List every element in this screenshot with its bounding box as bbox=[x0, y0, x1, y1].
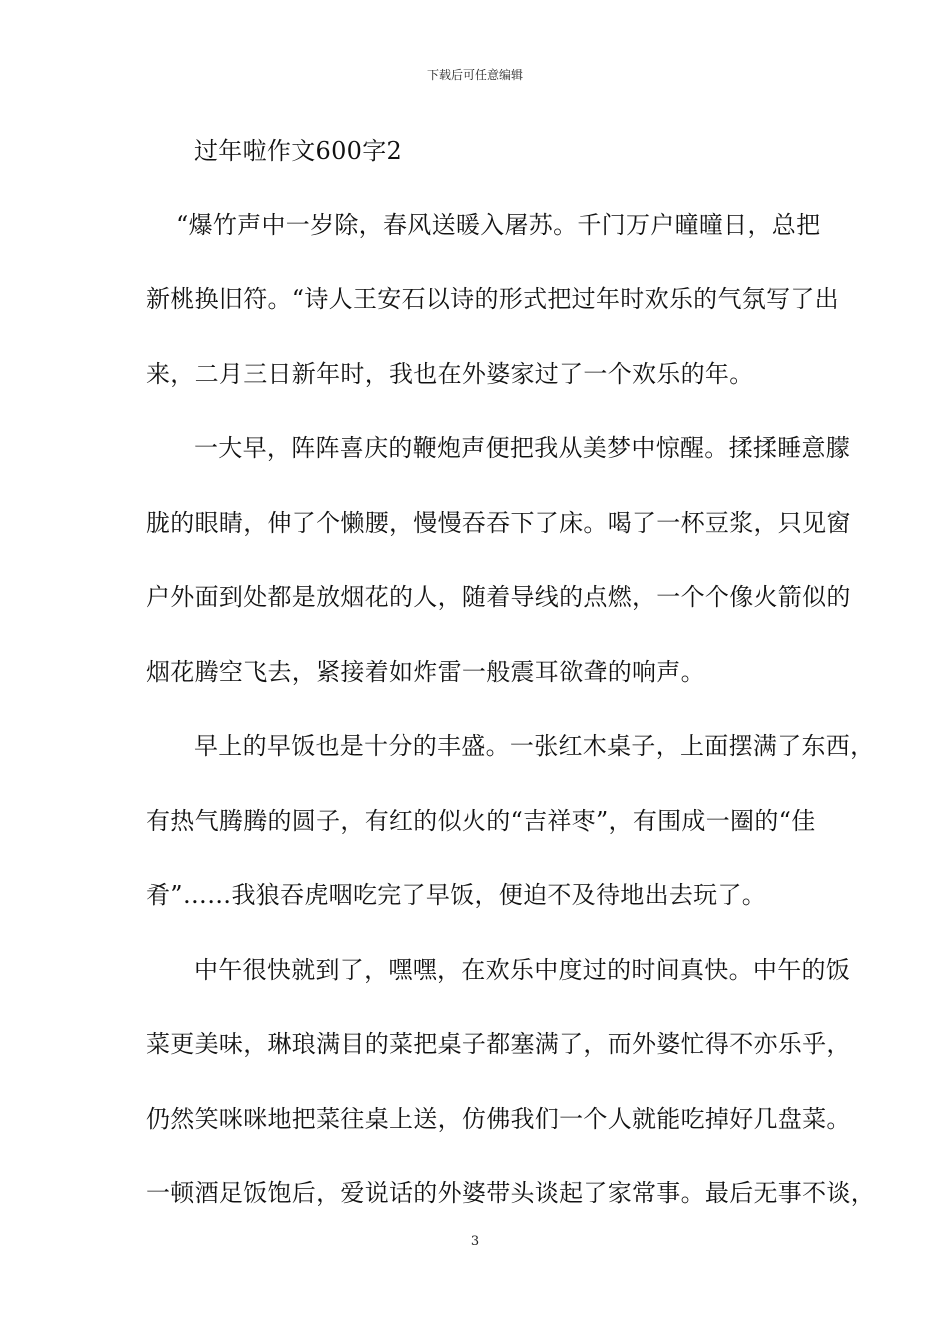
paragraph-line: 肴”……我狼吞虎咽吃完了早饭，便迫不及待地出去玩了。 bbox=[146, 881, 767, 909]
paragraph-line: 有热气腾腾的圆子，有红的似火的“吉祥枣”，有围成一圈的“佳 bbox=[146, 807, 816, 835]
document-title: 过年啦作文600字2 bbox=[194, 137, 403, 165]
paragraph-line: 新桃换旧符。“诗人王安石以诗的形式把过年时欢乐的气氛写了出 bbox=[146, 285, 839, 313]
paragraph-line: 早上的早饭也是十分的丰盛。一张红木桌子，上面摆满了东西， bbox=[194, 732, 875, 760]
paragraph-line: 一大早，阵阵喜庆的鞭炮声便把我从美梦中惊醒。揉揉睡意朦 bbox=[194, 434, 851, 462]
page-number: 3 bbox=[470, 1234, 480, 1249]
page-header: 下载后可任意编辑 bbox=[426, 68, 523, 82]
paragraph-line: 户外面到处都是放烟花的人，随着导线的点燃，一个个像火箭似的 bbox=[146, 583, 851, 611]
paragraph-line: 一顿酒足饭饱后，爱说话的外婆带头谈起了家常事。最后无事不谈， bbox=[146, 1179, 875, 1207]
paragraph-line: 仍然笑咪咪地把菜往桌上送，仿佛我们一个人就能吃掉好几盘菜。 bbox=[146, 1105, 851, 1133]
paragraph-line: 菜更美味，琳琅满目的菜把桌子都塞满了，而外婆忙得不亦乐乎， bbox=[146, 1030, 851, 1058]
paragraph-line: “爆竹声中一岁除，春风送暖入屠苏。千门万户曈曈日，总把 bbox=[176, 211, 821, 239]
paragraph-line: 来，二月三日新年时，我也在外婆家过了一个欢乐的年。 bbox=[146, 360, 754, 388]
paragraph-line: 中午很快就到了，嘿嘿，在欢乐中度过的时间真快。中午的饭 bbox=[194, 956, 851, 984]
paragraph-line: 胧的眼睛，伸了个懒腰，慢慢吞吞下了床。喝了一杯豆浆，只见窗 bbox=[146, 509, 851, 537]
paragraph-line: 烟花腾空飞去，紧接着如炸雷一般震耳欲聋的响声。 bbox=[146, 658, 705, 686]
